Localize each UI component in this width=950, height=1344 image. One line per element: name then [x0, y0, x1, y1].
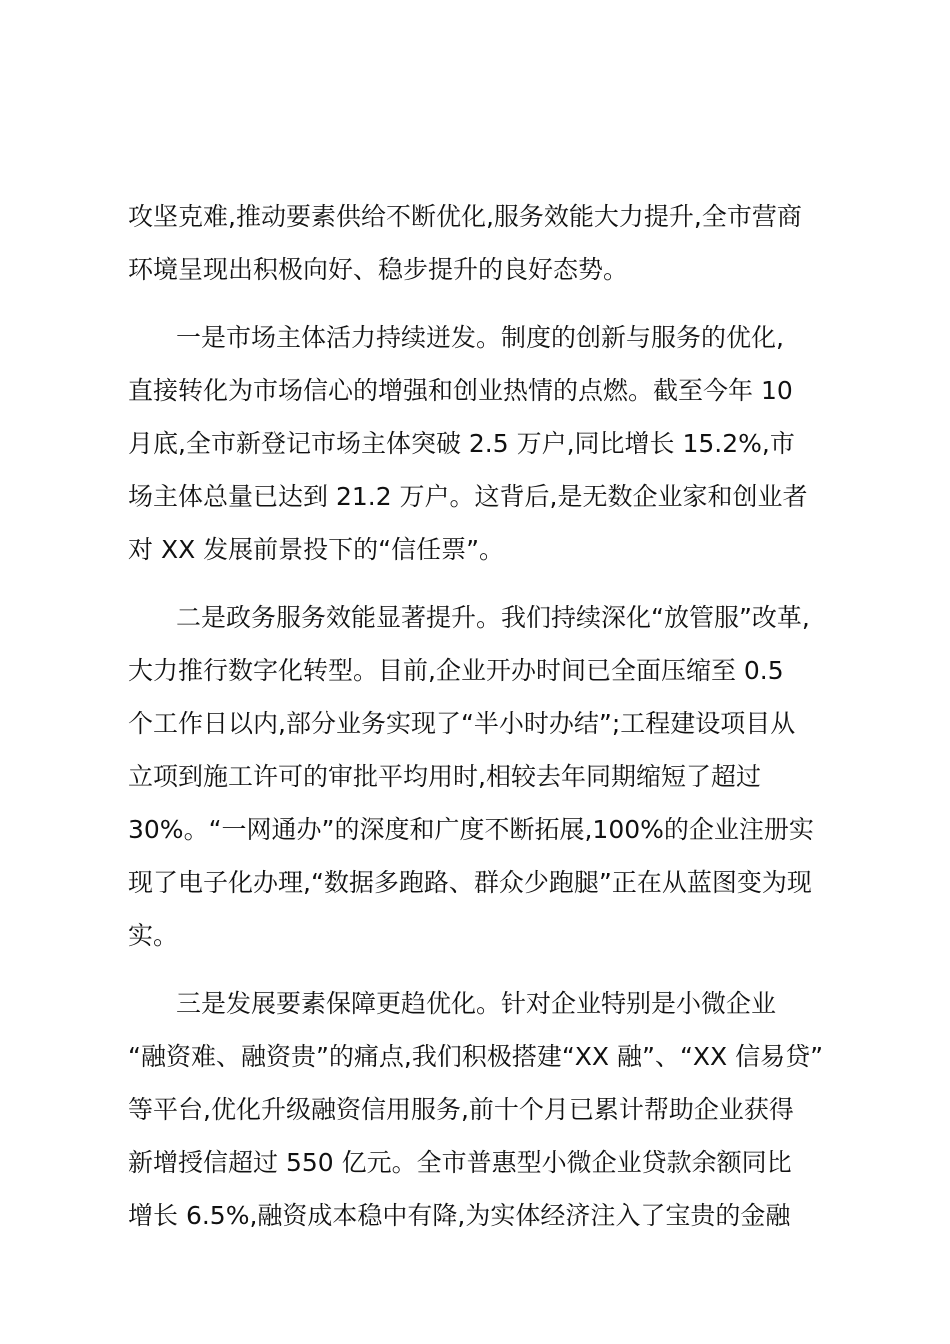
text-line: 大力推行数字化转型。目前,企业开办时间已全面压缩至 0.5: [128, 656, 784, 685]
text-line: 攻坚克难,推动要素供给不断优化,服务效能大力提升,全市营商: [128, 202, 802, 231]
text-line: 新增授信超过 550 亿元。全市普惠型小微企业贷款余额同比: [128, 1148, 792, 1177]
text-line: 个工作日以内,部分业务实现了“半小时办结”;工程建设项目从: [128, 709, 796, 738]
paragraph-point-2: [128, 591, 828, 962]
text-line: “融资难、融资贵”的痛点,我们积极搭建“XX 融”、“XX 信易贷”: [128, 1042, 824, 1071]
text-line: 一是市场主体活力持续迸发。制度的创新与服务的优化,: [176, 323, 784, 352]
text-line: 增长 6.5%,融资成本稳中有降,为实体经济注入了宝贵的金融: [128, 1201, 791, 1230]
paragraph-intro-tail: [128, 190, 828, 296]
paragraph-point-1: [128, 311, 828, 576]
text-line: 30%。“一网通办”的深度和广度不断拓展,100%的企业注册实: [128, 815, 814, 844]
text-line: 实。: [128, 921, 179, 950]
text-line: 二是政务服务效能显著提升。我们持续深化“放管服”改革,: [176, 603, 810, 632]
text-line: 场主体总量已达到 21.2 万户。这背后,是无数企业家和创业者: [128, 482, 808, 511]
text-line: 等平台,优化升级融资信用服务,前十个月已累计帮助企业获得: [128, 1095, 794, 1124]
text-line: 环境呈现出积极向好、稳步提升的良好态势。: [128, 255, 629, 284]
text-line: 直接转化为市场信心的增强和创业热情的点燃。截至今年 10: [128, 376, 793, 405]
text-line: 对 XX 发展前景投下的“信任票”。: [128, 535, 505, 564]
text-line: 三是发展要素保障更趋优化。针对企业特别是小微企业: [176, 989, 777, 1018]
document-body: [128, 190, 828, 1242]
text-line: 立项到施工许可的审批平均用时,相较去年同期缩短了超过: [128, 762, 761, 791]
text-line: 现了电子化办理,“数据多跑路、群众少跑腿”正在从蓝图变为现: [128, 868, 812, 897]
text-line: 月底,全市新登记市场主体突破 2.5 万户,同比增长 15.2%,市: [128, 429, 795, 458]
paragraph-point-3: [128, 977, 828, 1242]
